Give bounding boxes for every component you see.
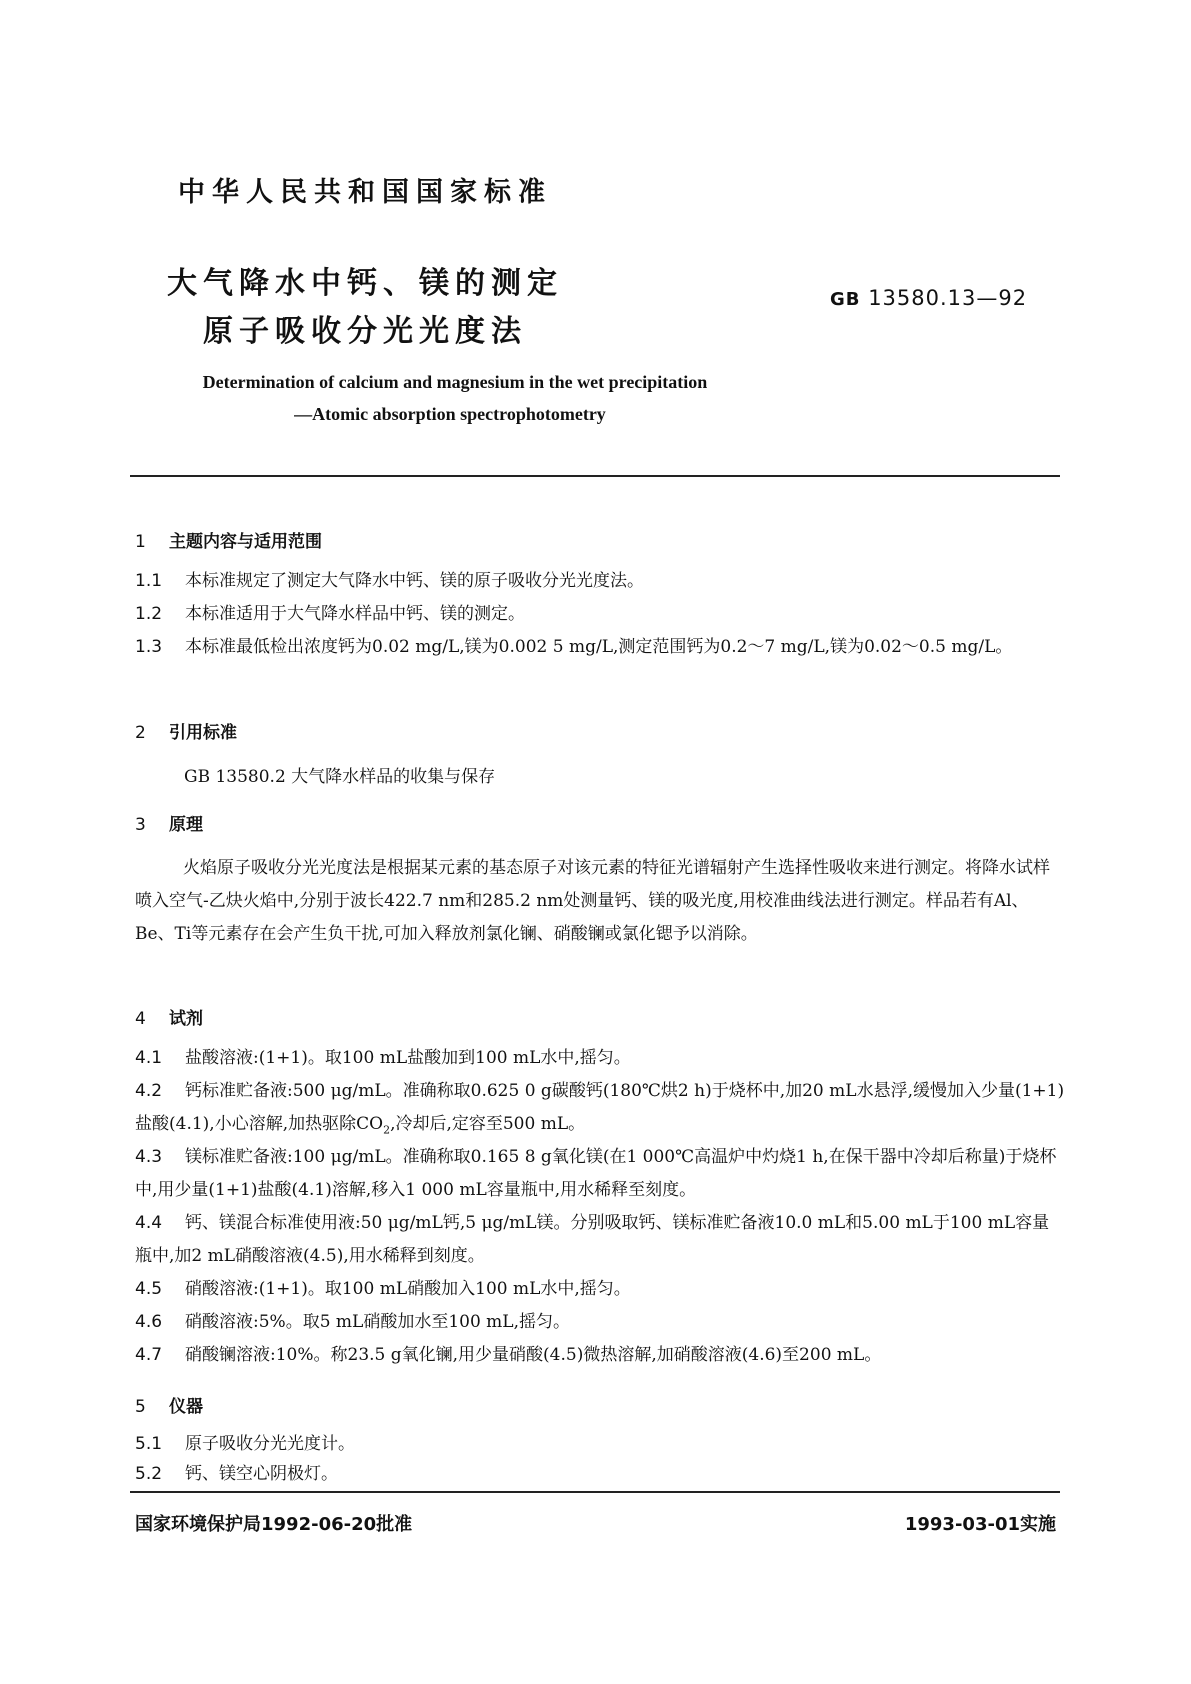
gb-code — [830, 286, 1027, 310]
clause-text: 硝酸镧溶液:10%。称23.5 g氧化镧,用少量硝酸(4.5)微热溶解,加硝酸溶液(4.6)至200 mL。 — [185, 1345, 882, 1365]
clause-text: 原子吸收分光光度计。 — [185, 1434, 355, 1454]
title-en-line2: —Atomic absorption spectrophotometry — [294, 404, 606, 424]
subscript: 2 — [383, 1123, 391, 1137]
clause-4-2 — [135, 1075, 1065, 1146]
clause-number: 4.3 — [135, 1147, 163, 1167]
title-en-line1: Determination of calcium and magnesium in the wet precipitation — [202, 372, 708, 392]
clause-text: 本标准适用于大气降水样品中钙、镁的测定。 — [185, 604, 525, 624]
referenced-standard: GB 13580.2 大气降水样品的收集与保存 — [184, 767, 496, 787]
section-3-heading — [135, 810, 203, 835]
clause-number: 4.5 — [135, 1279, 163, 1299]
clause-number: 4.1 — [135, 1048, 163, 1068]
clause-4-1 — [135, 1042, 1065, 1075]
title-cn-line2: 原子吸收分光光度法 — [203, 314, 527, 349]
clause-text: 镁标准贮备液:100 μg/mL。准确称取0.165 8 g氧化镁(在1 000℃高温炉中灼烧1 h,在保干器中冷却后称量)于烧杯中,用少量(1+1)盐酸(4.1)溶解,移入1 000 mL容量瓶中,用水稀释至刻度。 — [135, 1147, 1057, 1200]
clause-number: 4.7 — [135, 1345, 163, 1365]
section-number: 3 — [135, 815, 146, 835]
bottom-divider — [130, 1491, 1060, 1493]
clause-4-5 — [135, 1273, 1065, 1306]
top-divider — [130, 475, 1060, 477]
clause-text: 本标准最低检出浓度钙为0.02 mg/L,镁为0.002 5 mg/L,测定范围钙为0.2～7 mg/L,镁为0.02～0.5 mg/L。 — [185, 637, 1013, 657]
clause-5-2 — [135, 1458, 1065, 1491]
clause-number: 4.4 — [135, 1213, 163, 1233]
approval-date: 国家环境保护局1992-06-20批准 — [135, 1514, 413, 1535]
clause-number: 1.3 — [135, 637, 163, 657]
clause-4-7 — [135, 1339, 1065, 1372]
clause-text: 硝酸溶液:(1+1)。取100 mL硝酸加入100 mL水中,摇匀。 — [185, 1279, 631, 1299]
clause-number: 1.2 — [135, 604, 163, 624]
clause-number: 5.1 — [135, 1434, 163, 1454]
clause-text: 钙标准贮备液:500 μg/mL。准确称取0.625 0 g碳酸钙(180℃烘2 h)于烧杯中,加20 mL水悬浮,缓慢加入少量(1+1)盐酸(4.1),小心溶解,加热驱除CO — [135, 1081, 1065, 1134]
national-standard-heading: 中华人民共和国国家标准 — [178, 177, 552, 208]
principle-paragraph: 火焰原子吸收分光光度法是根据某元素的基态原子对该元素的特征光谱辐射产生选择性吸收来进行测定。将降水试样喷入空气-乙炔火焰中,分别于波长422.7 nm和285.2 nm处测量钙、镁的吸光度,用校准曲线法进行测定。样品若有Al、Be、Ti等元素存在会产生负干扰,可加入释放剂氯化镧、硝酸镧或氯化锶予以消除。 — [135, 858, 1050, 944]
clause-number: 5.2 — [135, 1464, 163, 1484]
section-title: 引用标准 — [169, 723, 237, 743]
clause-text: 钙、镁混合标准使用液:50 μg/mL钙,5 μg/mL镁。分别吸取钙、镁标准贮备液10.0 mL和5.00 mL于100 mL容量瓶中,加2 mL硝酸溶液(4.5),用水稀释到刻度。 — [135, 1213, 1050, 1266]
clause-text: 钙、镁空心阴极灯。 — [185, 1464, 338, 1484]
section-number: 2 — [135, 723, 146, 743]
section-1-heading — [135, 527, 322, 552]
clause-1-2 — [135, 598, 1065, 631]
section-5-heading — [135, 1392, 203, 1417]
clause-5-1 — [135, 1428, 1065, 1461]
clause-text: 硝酸溶液:5%。取5 mL硝酸加水至100 mL,摇匀。 — [185, 1312, 570, 1332]
clause-number: 4.6 — [135, 1312, 163, 1332]
section-4-heading — [135, 1004, 203, 1029]
section-number: 4 — [135, 1009, 146, 1029]
effective-date: 1993-03-01实施 — [904, 1514, 1056, 1535]
gb-prefix: GB — [830, 289, 861, 310]
section-number: 1 — [135, 532, 146, 552]
clause-4-4 — [135, 1207, 1065, 1273]
clause-4-3 — [135, 1141, 1065, 1207]
clause-number: 1.1 — [135, 571, 163, 591]
clause-text-tail: ,冷却后,定容至500 mL。 — [390, 1114, 586, 1134]
section-number: 5 — [135, 1397, 146, 1417]
section-title: 主题内容与适用范围 — [169, 532, 322, 552]
clause-text: 本标准规定了测定大气降水中钙、镁的原子吸收分光光度法。 — [185, 571, 644, 591]
clause-4-6 — [135, 1306, 1065, 1339]
clause-1-1 — [135, 565, 1065, 598]
title-cn-line1: 大气降水中钙、镁的测定 — [167, 266, 563, 301]
section-2-heading — [135, 718, 237, 743]
clause-text: 盐酸溶液:(1+1)。取100 mL盐酸加到100 mL水中,摇匀。 — [185, 1048, 631, 1068]
clause-1-3 — [135, 631, 1065, 664]
section-title: 仪器 — [169, 1397, 203, 1417]
section-title: 试剂 — [169, 1009, 203, 1029]
gb-number: 13580.13—92 — [868, 286, 1028, 310]
clause-number: 4.2 — [135, 1081, 163, 1101]
section-title: 原理 — [169, 815, 203, 835]
